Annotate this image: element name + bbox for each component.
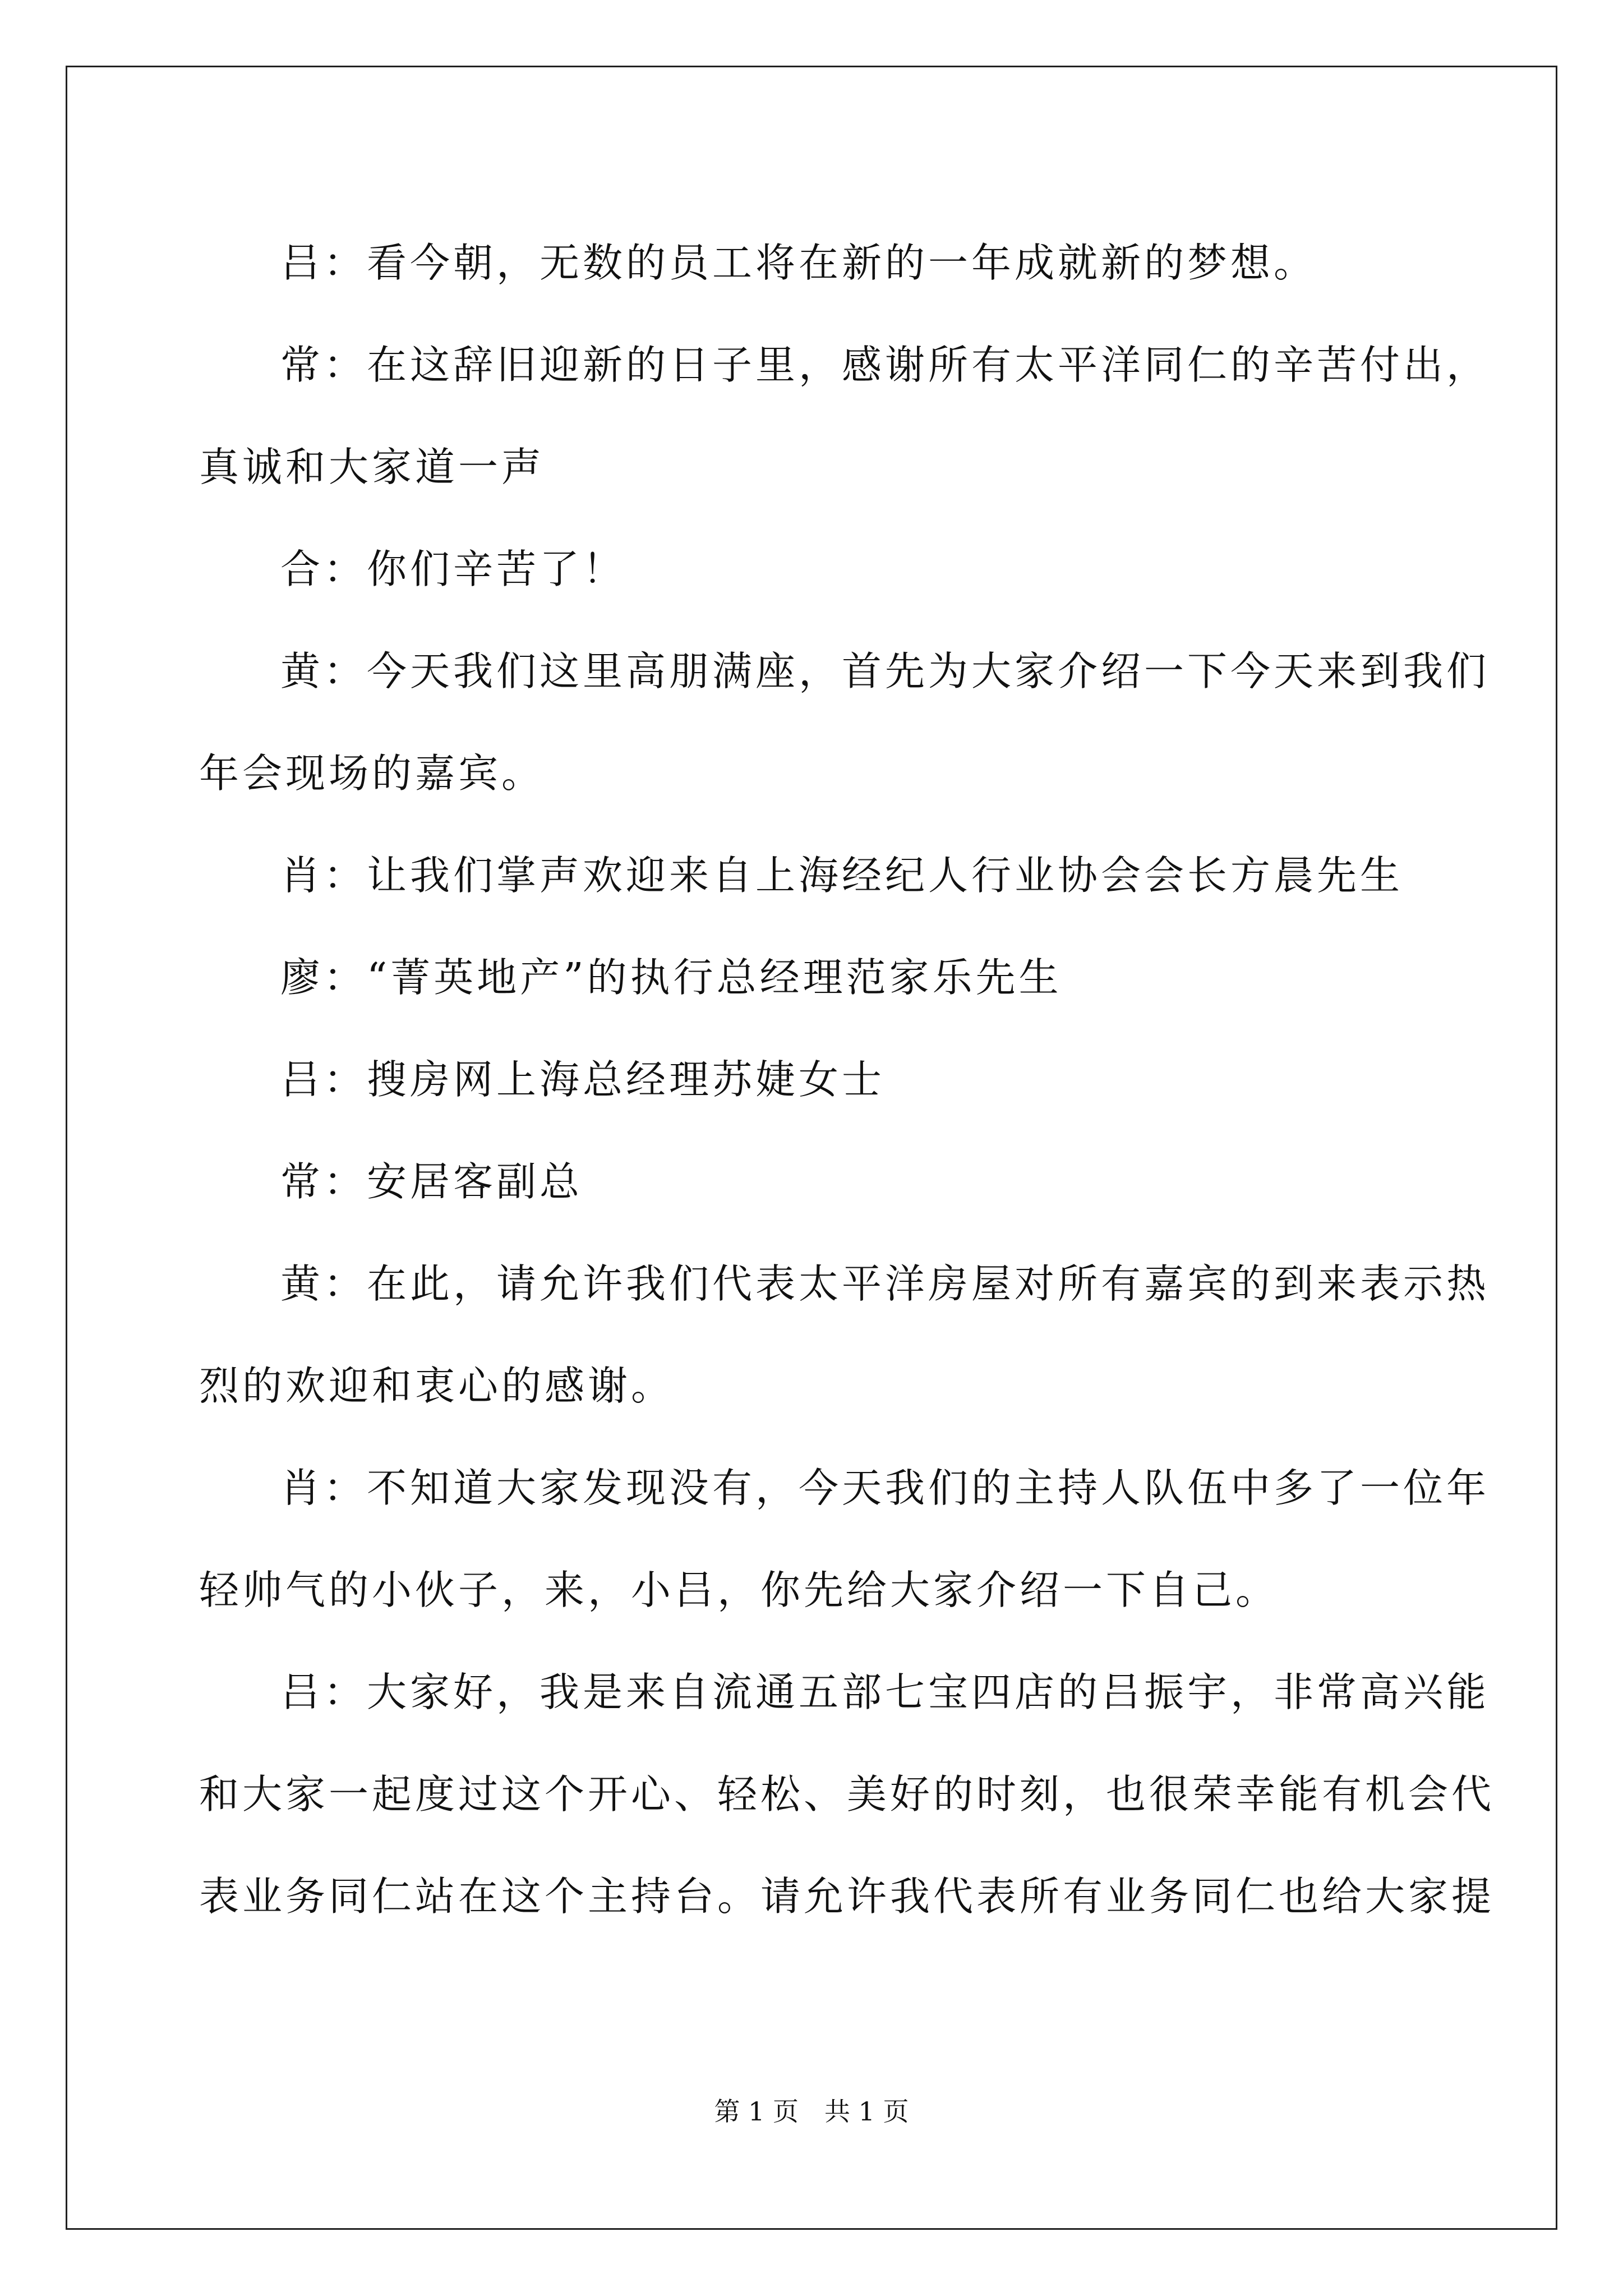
paragraph-line: 黄：今天我们这里高朋满座，首先为大家介绍一下今天来到我们 — [280, 648, 1490, 694]
paragraph-line: 常：安居客副总 — [280, 1158, 583, 1205]
paragraph-line: 轻帅气的小伙子，来，小吕，你先给大家介绍一下自己。 — [199, 1567, 1279, 1613]
paragraph-line: 吕：看今朝，无数的员工将在新的一年成就新的梦想。 — [280, 240, 1317, 286]
paragraph-line: 真诚和大家道一声 — [199, 444, 545, 490]
paragraph-line: 合：你们辛苦了！ — [280, 546, 626, 592]
page-number-footer: 第 1 页 共 1 页 — [714, 2096, 909, 2127]
paragraph-line: 肖：让我们掌声欢迎来自上海经纪人行业协会会长方晨先生 — [280, 852, 1404, 899]
paragraph-line: 表业务同仁站在这个主持台。请允许我代表所有业务同仁也给大家提 — [199, 1873, 1495, 1920]
paragraph-line: 烈的欢迎和衷心的感谢。 — [199, 1363, 675, 1409]
paragraph-line: 吕：搜房网上海总经理苏婕女士 — [280, 1056, 886, 1103]
document-body — [199, 212, 1495, 1948]
paragraph-line: 吕：大家好，我是来自流通五部七宝四店的吕振宇，非常高兴能 — [280, 1669, 1490, 1715]
paragraph-line: 年会现场的嘉宾。 — [199, 750, 545, 797]
paragraph-line: 廖：“菁英地产”的执行总经理范家乐先生 — [280, 954, 1062, 1001]
paragraph-line: 和大家一起度过这个开心、轻松、美好的时刻，也很荣幸能有机会代 — [199, 1771, 1495, 1818]
paragraph-line: 常：在这辞旧迎新的日子里，感谢所有太平洋同仁的辛苦付出， — [280, 342, 1490, 388]
paragraph-line: 黄：在此，请允许我们代表太平洋房屋对所有嘉宾的到来表示热 — [280, 1260, 1490, 1307]
paragraph-line: 肖：不知道大家发现没有，今天我们的主持人队伍中多了一位年 — [280, 1465, 1490, 1511]
